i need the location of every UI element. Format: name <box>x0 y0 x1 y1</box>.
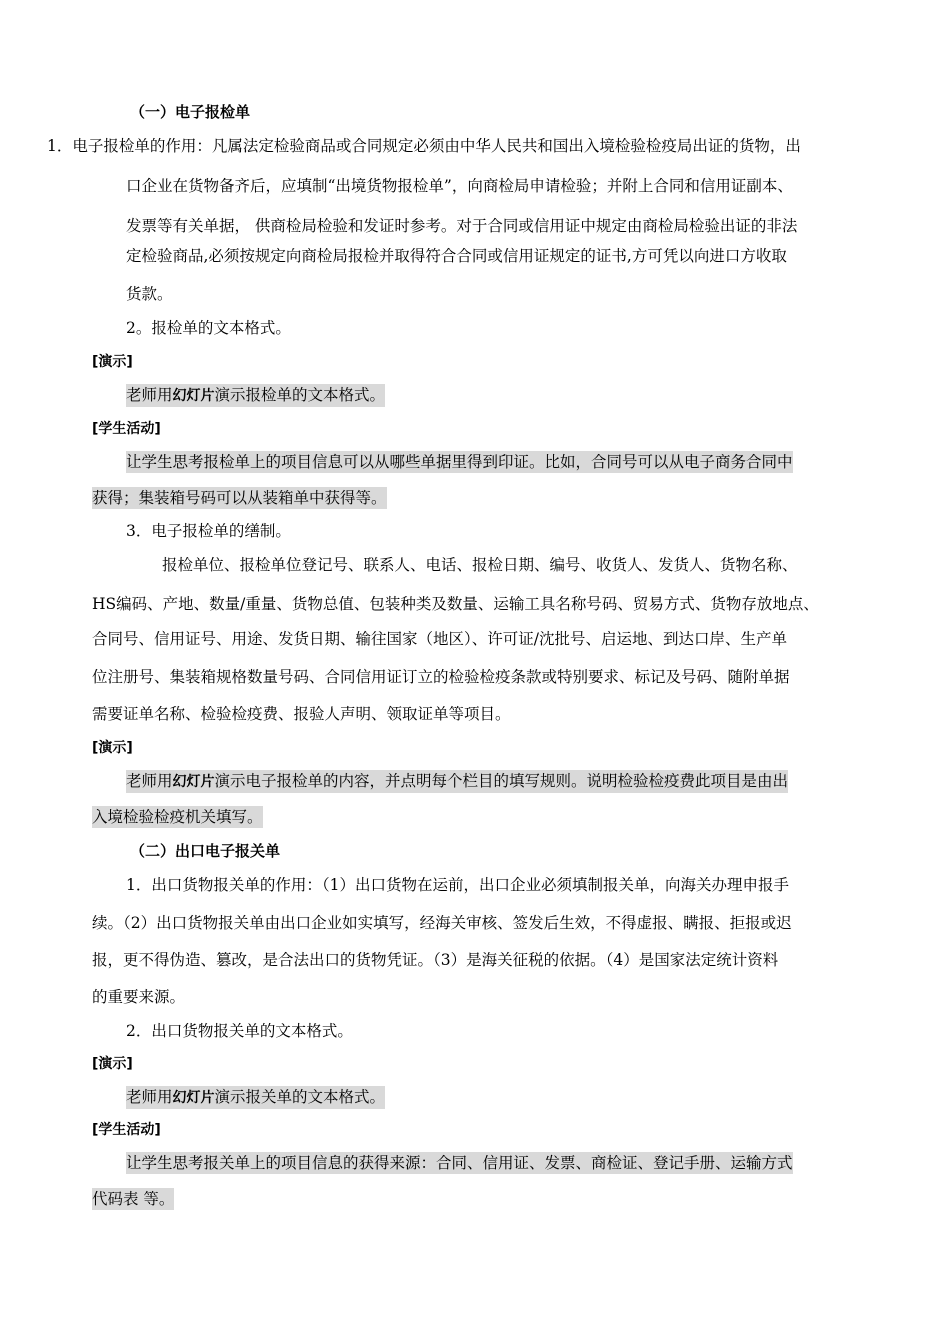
paragraph-line: 1．出口货物报关单的作用：（1）出口货物在运前，出口企业必须填制报关单，向海关办理申报手 <box>126 876 789 894</box>
activity-line: 获得；集装箱号码可以从装箱单中获得等。 <box>92 489 387 507</box>
paragraph-line: 货款。 <box>126 285 173 303</box>
list-item-text-format: 2．出口货物报关单的文本格式。 <box>126 1022 353 1040</box>
section-heading-customs: （二）出口电子报关单 <box>130 842 281 860</box>
slide-emphasis: 幻灯片 <box>172 774 215 790</box>
field-list-line: 报检单位、报检单位登记号、联系人、电话、报检日期、编号、收货人、发货人、货物名称、 <box>162 556 798 574</box>
slide-emphasis: 幻灯片 <box>172 1090 215 1106</box>
paragraph-line: 发票等有关单据， 供商检局检验和发证时参考。对于合同或信用证中规定由商检局检验出证的非法 <box>126 217 798 235</box>
demo-label: [演示] <box>92 1056 133 1072</box>
paragraph-line: 续。（2）出口货物报关单由出口企业如实填写，经海关审核、签发后生效，不得虚报、瞒报、拒报或迟 <box>92 914 792 932</box>
activity-label: [学生活动] <box>92 1122 161 1138</box>
demo-text-continued: 入境检验检疫机关填写。 <box>92 808 263 826</box>
list-item-preparation: 3．电子报检单的缮制。 <box>126 522 291 540</box>
slide-emphasis: 幻灯片 <box>172 388 215 404</box>
activity-line: 让学生思考报检单上的项目信息可以从哪些单据里得到印证。比如，合同号可以从电子商务合同中 <box>126 453 793 471</box>
field-list-line: 位注册号、集装箱规格数量号码、合同信用证订立的检验检疫条款或特别要求、标记及号码、随附单据 <box>92 668 790 686</box>
field-list-line: 需要证单名称、检验检疫费、报验人声明、领取证单等项目。 <box>92 705 511 723</box>
demo-label: [演示] <box>92 740 133 756</box>
paragraph-line: 报，更不得伪造、篡改，是合法出口的货物凭证。（3）是海关征税的依据。（4）是国家法定统计资料 <box>92 951 779 969</box>
field-list-line: HS编码、产地、数量/重量、货物总值、包装种类及数量、运输工具名称号码、贸易方式、货物存放地点、 <box>92 595 819 613</box>
list-item-text-format: 2。报检单的文本格式。 <box>126 319 291 337</box>
demo-text: 老师用幻灯片演示报关单的文本格式。 <box>126 1086 385 1109</box>
activity-line: 代码表 等。 <box>92 1190 175 1208</box>
activity-label: [学生活动] <box>92 421 161 437</box>
demo-label: [演示] <box>92 354 133 370</box>
field-list-line: 合同号、信用证号、用途、发货日期、输往国家（地区）、许可证/沈批号、启运地、到达口岸、生产单 <box>92 630 787 648</box>
paragraph-line: 的重要来源。 <box>92 988 186 1006</box>
paragraph-line: 定检验商品,必须按规定向商检局报检并取得符合合同或信用证规定的证书,方可凭以向进口方收取 <box>126 247 787 265</box>
activity-line: 让学生思考报关单上的项目信息的获得来源：合同、信用证、发票、商检证、登记手册、运输方式 <box>126 1154 793 1172</box>
section-heading-inspection: （一）电子报检单 <box>130 103 251 121</box>
paragraph-line: 口企业在货物备齐后，应填制“出境货物报检单”，向商检局申请检验；并附上合同和信用证副本、 <box>126 177 793 195</box>
paragraph-line: 1．电子报检单的作用：凡属法定检验商品或合同规定必须由中华人民共和国出入境检验检疫局出证的货物，出 <box>47 137 801 155</box>
demo-text: 老师用幻灯片演示报检单的文本格式。 <box>126 384 385 407</box>
demo-text: 老师用幻灯片演示电子报检单的内容，并点明每个栏目的填写规则。说明检验检疫费此项目是由出 <box>126 770 788 793</box>
